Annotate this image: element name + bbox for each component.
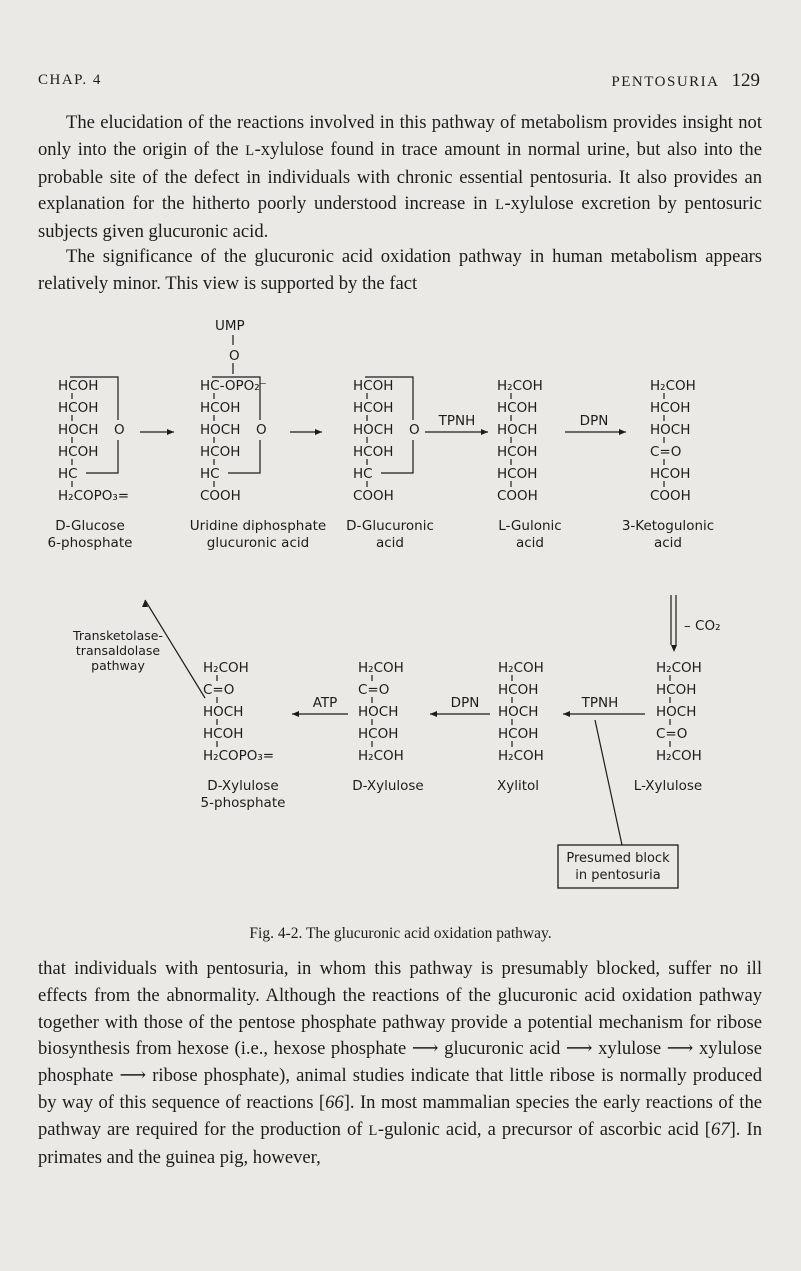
lxylulose-name: L-Xylulose (633, 778, 703, 794)
pathway-diagram (0, 300, 801, 925)
label-co2: – CO₂ (684, 618, 721, 634)
glucose6p-name: 6-phosphate (47, 535, 133, 551)
ump-label: UMP (215, 318, 245, 334)
gulonic-atom-line: HCOH (497, 466, 538, 482)
paragraph-2-text: The significance of the glucuronic acid oxidation pathway in human metabolism appears relatively minor. This view is supported by the fact (38, 246, 762, 294)
text-run: -xylulose excretion by pentosuric subjects given glucuronic acid. (38, 193, 762, 243)
ketogulonic-atom-line: COOH (650, 488, 691, 504)
xylulose5p-atom-line: HCOH (203, 726, 244, 742)
arrow-udp-glucuronic-head (315, 429, 322, 435)
gulonic-atom-line: COOH (497, 488, 538, 504)
page-number: 129 (731, 70, 760, 91)
label-dpn-1: DPN (579, 413, 609, 429)
glucuronic-atom-line: HCOH (353, 400, 394, 416)
udpga-atom-line: HCOH (200, 444, 241, 460)
text-run: ]. In primates and the guinea pig, however, (38, 1118, 762, 1168)
xylulose5p-atom-line: H₂COH (203, 660, 249, 676)
label-dpn-2: DPN (450, 695, 480, 711)
glucuronic-name: D-Glucuronic (346, 518, 434, 534)
label-tpnh-2: TPNH (581, 695, 619, 711)
block-label: Presumed block (566, 851, 670, 866)
lxylulose-atom-line: HOCH (656, 704, 697, 720)
paragraph-1 (38, 110, 762, 246)
text-run: -xylulose found in trace amount in normal urine, but also into the probable site of the defect in individuals with chronic essential pentosuria. It also provides an explanation for the hitherto poorly understood increase in (38, 138, 762, 215)
page-header (38, 70, 760, 96)
dxylulose-atom-line: HCOH (358, 726, 399, 742)
gulonic-name: acid (515, 535, 545, 551)
ump-oxygen: O (229, 348, 240, 364)
header-right (611, 70, 760, 92)
ketogulonic-name: 3-Ketogulonic (621, 518, 715, 534)
glucuronic-ring-oxygen: O (409, 422, 420, 438)
text-run: The elucidation of the reactions involved in this pathway of metabolism provides insight not only into the origin of the (38, 112, 762, 160)
paragraph-2 (38, 244, 762, 298)
block-label: in pentosuria (575, 868, 661, 883)
transketolase-label: pathway (91, 658, 145, 673)
glucuronic-atom-line: COOH (353, 488, 394, 504)
gulonic-atom-line: HOCH (497, 422, 538, 438)
glucose6p-ring-oxygen: O (114, 422, 125, 438)
xylitol-atom-line: H₂COH (498, 660, 544, 676)
xylulose5p-atom-line: H₂COPO₃= (203, 748, 275, 764)
udpga-name: glucuronic acid (206, 535, 310, 551)
pathway-figure (0, 300, 801, 960)
glucuronic-atom-line: HOCH (353, 422, 394, 438)
xylitol-atom-line: HOCH (498, 704, 539, 720)
figure-caption: Fig. 4-2. The glucuronic acid oxidation pathway. (249, 925, 552, 942)
xylitol-atom-line: H₂COH (498, 748, 544, 764)
co2-arrowhead (671, 645, 677, 652)
arrow-glc-udp-head (167, 429, 174, 435)
small-cap-l: L (368, 1122, 378, 1139)
ketogulonic-atom-line: HOCH (650, 422, 691, 438)
gulonic-atom-line: HCOH (497, 400, 538, 416)
ketogulonic-atom-line: H₂COH (650, 378, 696, 394)
glucose6p-atom-line: HOCH (58, 422, 99, 438)
dxylulose-atom-line: C=O (358, 682, 390, 698)
dxylulose-atom-line: HOCH (358, 704, 399, 720)
text-run: ]. In most mammalian species the early reactions of the pathway are required for the production of (38, 1091, 762, 1140)
xylulose5p-name: D-Xylulose (207, 778, 279, 794)
ketogulonic-atom-line: C=O (650, 444, 682, 460)
chapter-label: CHAP. 4 (38, 72, 102, 88)
lxylulose-atom-line: H₂COH (656, 748, 702, 764)
dxylulose-name: D-Xylulose (352, 778, 424, 794)
xylulose5p-name: 5-phosphate (200, 795, 286, 811)
reference-66: 66 (325, 1091, 344, 1113)
glucose6p-atom-line: HC (58, 466, 78, 482)
gulonic-name: L-Gulonic (498, 518, 562, 534)
text-run: -gulonic acid, a precursor of ascorbic acid [ (377, 1118, 711, 1140)
ketogulonic-atom-line: HCOH (650, 466, 691, 482)
dxylulose-atom-line: H₂COH (358, 748, 404, 764)
label-tpnh-1: TPNH (438, 413, 476, 429)
arrow-xylitol-dxyl-head (430, 711, 437, 717)
paragraph-3 (38, 956, 762, 1171)
xylulose5p-atom-line: HOCH (203, 704, 244, 720)
small-cap-l: L (245, 142, 255, 159)
running-title: PENTOSURIA (611, 74, 720, 90)
xylitol-atom-line: HCOH (498, 726, 539, 742)
arrow-lxyl-xylitol-head (563, 711, 570, 717)
arrow-glucuronic-gulonic-head (481, 429, 488, 435)
ketogulonic-name: acid (653, 535, 683, 551)
lxylulose-atom-line: H₂COH (656, 660, 702, 676)
glucuronic-atom-line: HCOH (353, 444, 394, 460)
arrow-dxyl-xyl5p-head (292, 711, 299, 717)
reference-67: 67 (711, 1118, 730, 1140)
glucuronic-atom-line: HCOH (353, 378, 394, 394)
xylulose5p-atom-line: C=O (203, 682, 235, 698)
xylitol-atom-line: HCOH (498, 682, 539, 698)
glucose6p-atom-line: HCOH (58, 400, 99, 416)
udpga-atom-line: COOH (200, 488, 241, 504)
gulonic-atom-line: HCOH (497, 444, 538, 460)
udpga-atom-line: HC-OPO₂⁻ (200, 378, 267, 394)
glucose6p-atom-line: HCOH (58, 444, 99, 460)
udpga-name: Uridine diphosphate (189, 518, 327, 534)
xylitol-name: Xylitol (496, 778, 540, 794)
udpga-atom-line: HCOH (200, 400, 241, 416)
glucose6p-atom-line: H₂COPO₃= (58, 488, 130, 504)
transketolase-label: Transketolase- (73, 628, 163, 643)
lxylulose-atom-line: HCOH (656, 682, 697, 698)
transketolase-label: transaldolase (75, 643, 161, 658)
udpga-atom-line: HOCH (200, 422, 241, 438)
label-atp: ATP (312, 695, 338, 711)
arrow-gulonic-keto-head (619, 429, 626, 435)
block-pointer-line (595, 720, 622, 845)
udpga-ring-oxygen: O (256, 422, 267, 438)
glucose6p-atom-line: HCOH (58, 378, 99, 394)
ketogulonic-atom-line: HCOH (650, 400, 691, 416)
dxylulose-atom-line: H₂COH (358, 660, 404, 676)
text-run: that individuals with pentosuria, in whom this pathway is presumably blocked, suffer no ill effects from the abnormality. Although the reactions of the glucuronic acid oxidation pathway together with those of the pentose phosphate pathway provide a potential mechanism for ribose biosynthesis from hexose (i.e., hexose phosphate ⟶ glucuronic acid ⟶ xylulose ⟶ xylulose phosphate ⟶ ribose phosphate), animal studies indicate that little ribose is normally produced by way of this sequence of reactions [ (38, 958, 762, 1113)
glucuronic-name: acid (375, 535, 405, 551)
small-cap-l: L (495, 197, 505, 214)
lxylulose-atom-line: C=O (656, 726, 688, 742)
udpga-atom-line: HC (200, 466, 220, 482)
glucose6p-name: D-Glucose (55, 518, 125, 534)
gulonic-atom-line: H₂COH (497, 378, 543, 394)
glucuronic-atom-line: HC (353, 466, 373, 482)
